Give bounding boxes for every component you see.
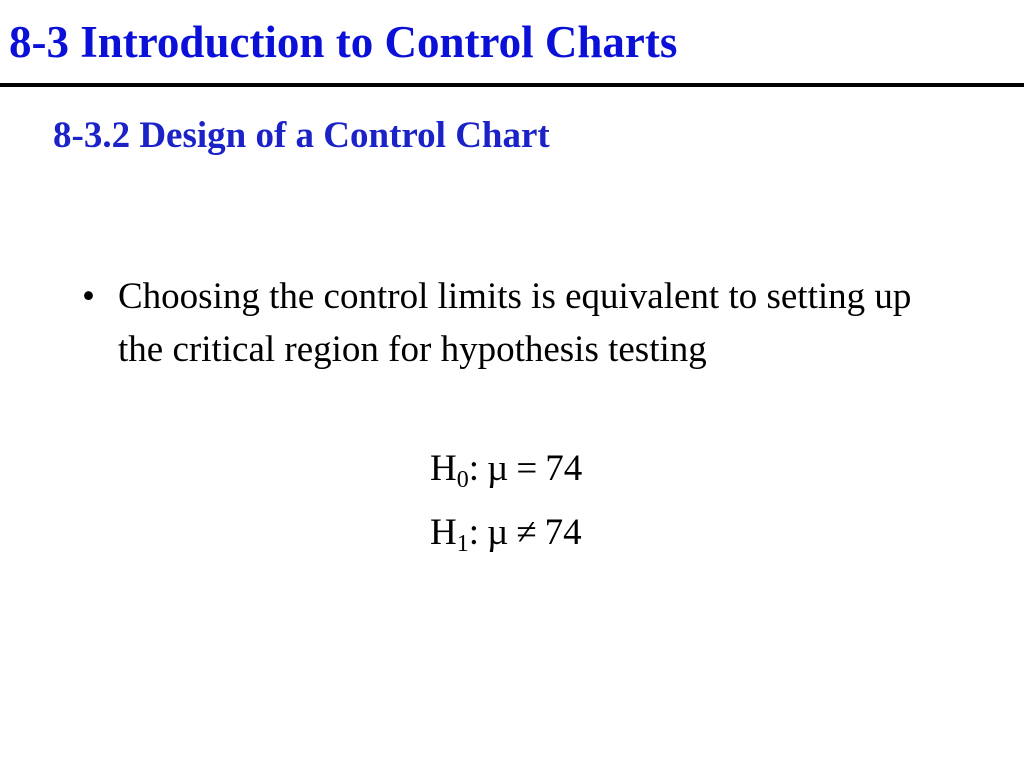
title-divider <box>0 83 1024 87</box>
hypothesis-relation: = <box>516 448 538 489</box>
bullet-dot-icon: • <box>82 276 95 317</box>
hypothesis-subscript: 0 <box>456 467 469 493</box>
hypothesis-colon: : <box>468 448 480 489</box>
hypothesis-parameter: µ <box>487 512 509 553</box>
hypothesis-subscript: 1 <box>456 531 469 557</box>
hypothesis-value: 74 <box>545 448 583 489</box>
hypothesis-letter: H <box>430 512 457 553</box>
hypothesis-letter: H <box>430 448 457 489</box>
section-heading: 8-3.2 Design of a Control Chart <box>53 115 550 156</box>
alternative-hypothesis <box>430 512 582 557</box>
null-hypothesis <box>430 448 583 493</box>
bullet-item <box>82 270 912 376</box>
hypothesis-relation: ≠ <box>516 512 537 553</box>
bullet-text: Choosing the control limits is equivalent to setting up the critical region for hypothesis testing <box>118 276 912 370</box>
hypothesis-value: 74 <box>544 512 582 553</box>
hypothesis-parameter: µ <box>487 448 509 489</box>
hypothesis-colon: : <box>468 512 480 553</box>
slide-title: 8-3 Introduction to Control Charts <box>9 17 678 67</box>
